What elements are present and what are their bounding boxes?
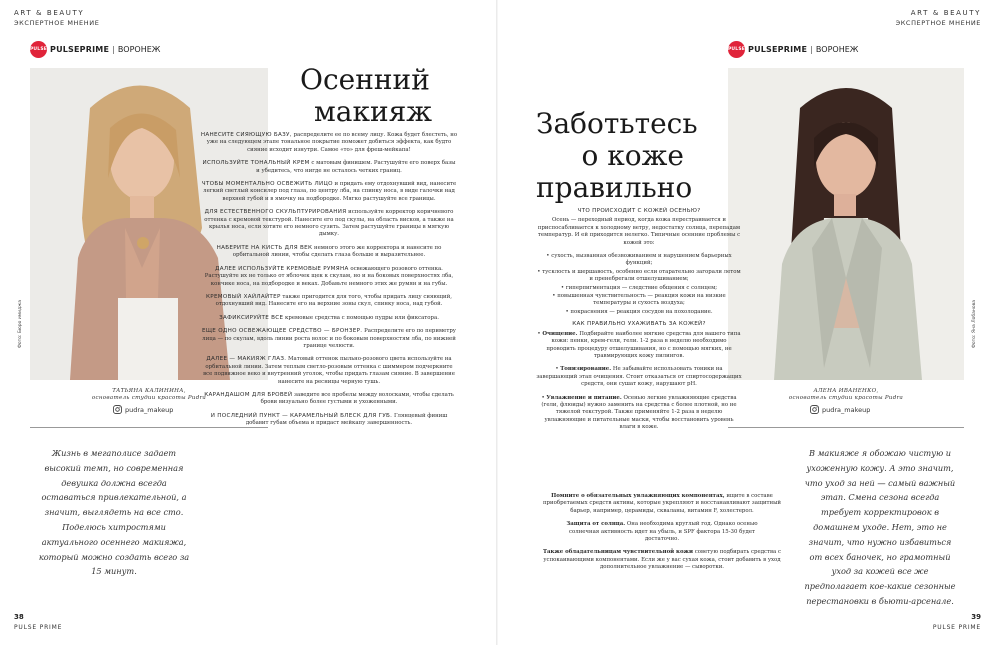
step-heading: ИСПОЛЬЗУЙТЕ ТОНАЛЬНЫЙ КРЕМ [202,160,310,167]
problem-item: • тусклость и шершавость, особенно если отарательно загорали летом и пренебрегали отшелушиванием; [536,269,742,284]
paragraph-head: Защита от солнца. [566,521,626,528]
footer-left: PULSE PRIME [14,624,63,631]
paragraph-text: советую подбирать средства с успокаивающими компонентами. Если же у вас сухая кожа, стоит добавить в уход дополнительное увлажнение — сыворотки. [543,549,782,571]
brand-name: PULSEPRIME [50,45,110,54]
care-steps [536,331,742,432]
makeup-step [200,266,458,288]
person-name-text: АЛЕНА ИВАНЕНКО, [813,388,879,394]
page-number-right: 39 [971,613,981,621]
section-tag: ART & BEAUTY [14,9,85,17]
question-heading: КАК ПРАВИЛЬНО УХАЖИВАТЬ ЗА КОЖЕЙ? [572,321,706,328]
paragraph-head: Также обладательницам чувствительной кожи [542,549,693,556]
brand-line [30,41,160,58]
step-text: освежающего розового оттенка. Растушуйте их не только от яблочек щек к скулам, но и на боковых поверхностях лба, кончике носа, на подбородке и веках. Добавьте немного этих же румян и на губы. [204,265,454,287]
skincare-section [536,208,742,438]
paragraph-text: ищите в составе приобретаемых средств активы, которые укрепляют и восстанавливают защитный барьер, например, церамиды, скваланы, витамин F, холестерол. [542,493,782,514]
makeup-step [200,132,458,154]
instagram-icon [810,405,819,414]
step-text: Распределите его по периметру лица — по скулам, вдоль линии роста волос и по боковым поверхностям лба, по нижней границе челюсти. [202,328,456,349]
person-name-text: ТАТЬЯНА КАЛИНИНА, [112,388,186,394]
pulse-logo: PULSE [728,41,745,58]
photo-credit-right: Фото: Яна Лобанова [972,300,977,348]
bullet-mark: • [541,394,547,401]
step-heading: ДАЛЕЕ ИСПОЛЬЗУЙТЕ КРЕМОВЫЕ РУМЯНА [215,265,349,272]
makeup-step [200,356,458,386]
makeup-step [200,413,458,428]
problem-list [536,253,742,316]
article-title-left [300,64,432,128]
care-text: Осенью легкие увлажняющие средства (гели, флюиды) нужно заменить на средства с более плотной, но не тяжелой текстурой. Также применяйте 1-2 раза в неделю увлажняющие и питательные маски, чтобы восстановить уровень влаги в коже. [541,394,737,431]
problem-item: • повышенная чувствительность — реакция кожи на низкие температуры и сухость воздуха; [536,293,742,308]
step-heading: ДАЛЕЕ — МАКИЯЖ ГЛАЗ. [206,356,287,363]
step-heading: И ПОСЛЕДНИЙ ПУНКТ — КАРАМЕЛЬНЫЙ БЛЕСК ДЛЯ ГУБ. [210,412,393,419]
step-heading: ДЛЯ ЕСТЕСТВЕННОГО СКУЛЬПТУРИРОВАНИЯ [204,209,347,216]
problem-item: • гиперпигментация — следствие общения с солнцем; [536,285,742,292]
step-text: заведите все пробелы между волосками, чтобы сделать брови визуально более густыми и ухоженными. [260,391,454,406]
subsection-tag: ЭКСПЕРТНОЕ МНЕНИЕ [895,19,981,27]
person-name-right [728,388,964,402]
care-text: Подбирайте наиболее мягкие средства для вашего типа кожи: пенки, крем-гели, гели. 1-2 раза в неделю необходимо проводить процедуру отшелушивания, но с помощью мягких, не травмирующих кожу пилингов. [546,330,741,359]
title-line: о коже [581,139,684,172]
care-step [536,395,742,432]
step-heading: НАБЕРИТЕ НА КИСТЬ ДЛЯ ВЕК [216,244,313,251]
step-heading: НАНЕСИТЕ СИЯЮЩУЮ БАЗУ, [200,132,292,138]
makeup-step [200,209,458,239]
care-text: Не забывайте использовать тоники на завершающий этап очищения. Стоит отказаться от спиртосодержащих средств, они сушат кожу, нарушают pH. [536,366,742,388]
brand-name: PULSEPRIME [748,45,808,54]
step-text: немного этого же корректора и нанесите по орбитальной линии, чтобы сделать глаза больше и выразительнее. [232,244,442,259]
makeup-step [200,245,458,260]
left-page [0,0,497,645]
section-tag: ART & BEAUTY [910,9,981,17]
care-step [536,366,742,388]
step-text: используйте корректор коричневого оттенка с кремовой текстурой. Нанесите его под скулы, на область висков, а также на крылья носа, если хотите его немного сузить. Затем растушуйте границы в мягкую дымку. [204,209,454,238]
question-heading: ЧТО ПРОИСХОДИТ С КОЖЕЙ ОСЕНЬЮ? [577,208,701,214]
quote-right: В макияже я обожаю чистую и ухоженную кожу. А это значит, что уход за ней — самый важный этап. Смена сезона всегда требует корректировок в домашнем уходе. Нет, это не значит, что нужно избавиться от всех баночек, но грамотный уход за кожей все же предполагает кое-какие сезонные перестановки в бьюти-арсенале. [804,448,956,606]
step-text: также пригодится для того, чтобы придать лицу сияющий, отдохнувший вид. Нанесите его на верхние зоны скул, спинку носа, над губой. [215,293,452,308]
step-heading: КАРАНДАШОМ ДЛЯ БРОВЕЙ [204,391,293,398]
step-heading: ЧТОБЫ МОМЕНТАЛЬНО ОСВЕЖИТЬ ЛИЦО [201,181,333,188]
quote-left: Жизнь в мегаполисе задает высокий темп, но современная девушка должна всегда оставаться привлекательной, а значит, выглядеть на все сто. Поделюсь хитростями актуального осеннего макияжа, который можно создать всего за 15 минут. [38,448,190,577]
step-heading: ЗАФИКСИРУЙТЕ ВСЕ [219,314,284,321]
makeup-step [200,181,458,203]
step-heading: КРЕМОВЫЙ ХАЙЛАЙТЕР [206,293,281,300]
article-title-right [536,107,698,204]
right-page [498,0,995,645]
care-heading: Тонизирование. [560,366,612,373]
makeup-step [200,392,458,407]
care-heading: Очищение. [542,330,578,337]
paragraph-text: Она необходима круглый год. Однако осенью солнечная активность идет на убыль, и SPF фактора 15-30 будет достаточно. [568,521,758,543]
step-text: распределите ее по всему лицу. Кожа будет блестеть, но уже на следующем этапе тональное покрытие поможет добиться эффекта, как будто сияние исходит изнутри. Самое «то» для фреш-мейкапа! [206,132,458,153]
instagram-handle-right[interactable] [810,405,870,414]
makeup-step [200,160,458,175]
instagram-text[interactable]: pudra_makeup [125,405,174,414]
step-text: кремовые средства с помощью пудры или фиксатора. [283,314,439,321]
page-number-left: 38 [14,613,24,621]
photo-credit-left: Фото: Бюро имиджа [18,300,23,349]
portrait-photo-right [728,68,964,380]
brand-separator: | [810,45,813,54]
person-role-text: основатель студии красоты Pudra [788,395,904,401]
care-heading: Увлажнение и питание. [546,394,622,401]
title-line: макияж [314,95,433,128]
components-paragraph [536,493,788,515]
portrait-illustration-right [728,68,964,380]
instagram-handle-left[interactable] [113,405,173,414]
title-line: правильно [536,171,693,204]
step-text: и придать ему отдохнувший вид, нанесите легкий светлый консилер под глаза, по центру лба, на спинку носа, в виде галочки над верхней губой и в ямочку на подбородке. Мягко растушуйте все границы. [203,181,457,202]
sensitive-paragraph [536,549,788,571]
problem-item: • покраснения — реакция сосудов на похолодание. [536,309,742,316]
brand-city: ВОРОНЕЖ [117,45,161,54]
makeup-step [200,328,458,350]
bullet-mark: • [555,366,561,373]
problem-item: • сухость, вызванная обезвоживанием и нарушением барьерных функций; [536,253,742,268]
brand-line [728,41,858,58]
title-line: Осенний [300,63,430,96]
paragraph-head: Помните о обязательных увлажняющих компонентах, [551,493,725,499]
bullet-mark: • [537,330,543,337]
makeup-step [200,315,458,322]
step-text: Матовый оттенок пыльно-розового цвета используйте на орбитальной линии. Затем теплым светло-розовым оттенка с шиммером подчеркните все подвижное веко и внутренний уголок, чтобы придать глазам сияние. В завершение нанесите на ресницы черную тушь. [203,356,455,385]
step-heading: ЕЩЕ ОДНО ОСВЕЖАЮЩЕЕ СРЕДСТВО — БРОНЗЕР. [202,328,363,335]
person-role-text: основатель студии красоты Pudra [91,395,207,401]
step-text: Глянцевый финиш добавит губам объема и придаст мейкапу завершенность. [245,412,448,427]
question-text: Осень — переходный период, когда кожа перестраивается и приспосабливается к холодному ветру, недостатку солнца, перепадам температур. И ей приходится нелегко. Типичные осенние проблемы с кожей это: [537,217,741,246]
instagram-text[interactable]: pudra_makeup [822,405,871,414]
title-line: Заботьтесь [536,107,698,140]
pulse-logo: PULSE [30,41,47,58]
care-step [536,331,742,361]
divider-right [728,427,964,428]
brand-separator: | [112,45,115,54]
step-text: с матовым финишем. Растушуйте его поверх базы и убедитесь, что нигде не осталось четких границ. [256,160,456,174]
makeup-step [200,294,458,309]
makeup-steps [200,132,458,434]
instagram-icon [113,405,122,414]
skincare-extra [536,493,788,578]
brand-city: ВОРОНЕЖ [815,45,859,54]
footer-right: PULSE PRIME [932,624,981,631]
sun-paragraph [536,521,788,543]
subsection-tag: ЭКСПЕРТНОЕ МНЕНИЕ [14,19,100,27]
